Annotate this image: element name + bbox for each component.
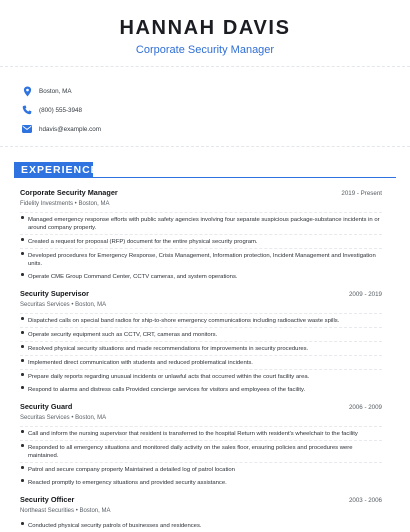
job-role: Security Guard (20, 402, 73, 411)
envelope-icon (20, 122, 34, 136)
map-pin-icon (20, 84, 34, 98)
experience-heading: EXPERIENCE (14, 162, 93, 178)
job-header (20, 495, 382, 506)
experience-list (20, 188, 382, 532)
job-role: Security Supervisor (20, 289, 89, 298)
job-entry (20, 402, 382, 489)
bullet-item: Call and inform the nursing supervisor that resident is transferred to the hospital Return with resident's wheelchair to the facility (20, 426, 382, 440)
job-company: Northeast Securities • Boston, MA (20, 508, 111, 514)
job-entry (20, 289, 382, 396)
job-header (20, 289, 382, 300)
bullet-item: Responded to all emergency situations and monitored daily activity on the sales floor, ensuring policies and procedures were maintained. (20, 440, 382, 462)
job-company: Securitas Services • Boston, MA (20, 302, 107, 308)
resume-header (0, 0, 410, 57)
job-entry (20, 495, 382, 532)
job-role: Corporate Security Manager (20, 188, 118, 197)
contact-phone (20, 101, 101, 119)
job-dates: 2009 - 2019 (348, 291, 382, 298)
job-entry (20, 188, 382, 283)
job-bullets (20, 519, 382, 532)
job-bullets (20, 212, 382, 283)
candidate-name: HANNAH DAVIS (119, 17, 291, 39)
job-bullets (20, 426, 382, 489)
bullet-item: Developed procedures for Emergency Response, Crisis Management, Information protection, Incident Management and Investigation units. (20, 248, 382, 270)
bullet-item: Implemented direct communication with students and reduced problematical incidents. (20, 355, 382, 369)
bullet-item: Prepare daily reports regarding unusual incidents or unlawful acts that occurred within the court facility area. (20, 369, 382, 383)
job-company: Securitas Services • Boston, MA (20, 415, 107, 421)
job-header (20, 402, 382, 413)
bullet-item: Reacted promptly to emergency situations and provided security assistance. (20, 476, 382, 489)
job-role: Security Officer (20, 495, 75, 504)
section-rule (14, 177, 396, 178)
job-header (20, 188, 382, 199)
contact-email (20, 120, 101, 138)
bullet-item: Resolved physical security situations and made recommendations for improvements in security procedures. (20, 341, 382, 355)
job-company: Fidelity Investments • Boston, MA (20, 201, 110, 207)
email-text[interactable]: hdavis@example.com (39, 125, 102, 133)
bullet-item: Operate security equipment such as CCTV, CRT, cameras and monitors. (20, 327, 382, 341)
job-dates: 2003 - 2006 (348, 497, 382, 504)
contact-list (20, 82, 101, 139)
bullet-item: Created a request for proposal (RFP) document for the entire physical security program. (20, 234, 382, 248)
contact-location (20, 82, 101, 100)
job-dates: 2006 - 2009 (348, 404, 382, 411)
location-text: Boston, MA (39, 87, 72, 95)
bullet-item: Respond to alarms and distress calls Provided concierge services for visitors and employees of the facility. (20, 383, 382, 396)
job-dates: 2019 - Present (341, 190, 382, 197)
divider (0, 146, 410, 147)
divider (0, 66, 410, 67)
bullet-item: Conducted physical security patrols of businesses and residences. (20, 519, 382, 532)
phone-text[interactable]: (800) 555-3948 (39, 106, 83, 114)
bullet-item: Patrol and secure company property Maintained a detailed log of patrol location (20, 462, 382, 476)
phone-icon (20, 103, 34, 117)
bullet-item: Operate CME Group Command Center, CCTV cameras, and system operations. (20, 270, 382, 283)
bullet-item: Managed emergency response efforts with public safety agencies involving four separate suspicious package-substance incidents in or around company property. (20, 212, 382, 234)
candidate-title: Corporate Security Manager (135, 44, 275, 56)
job-bullets (20, 313, 382, 396)
bullet-item: Dispatched calls on special band radios for ship-to-shore emergency communications including radioactive waste spills. (20, 313, 382, 327)
